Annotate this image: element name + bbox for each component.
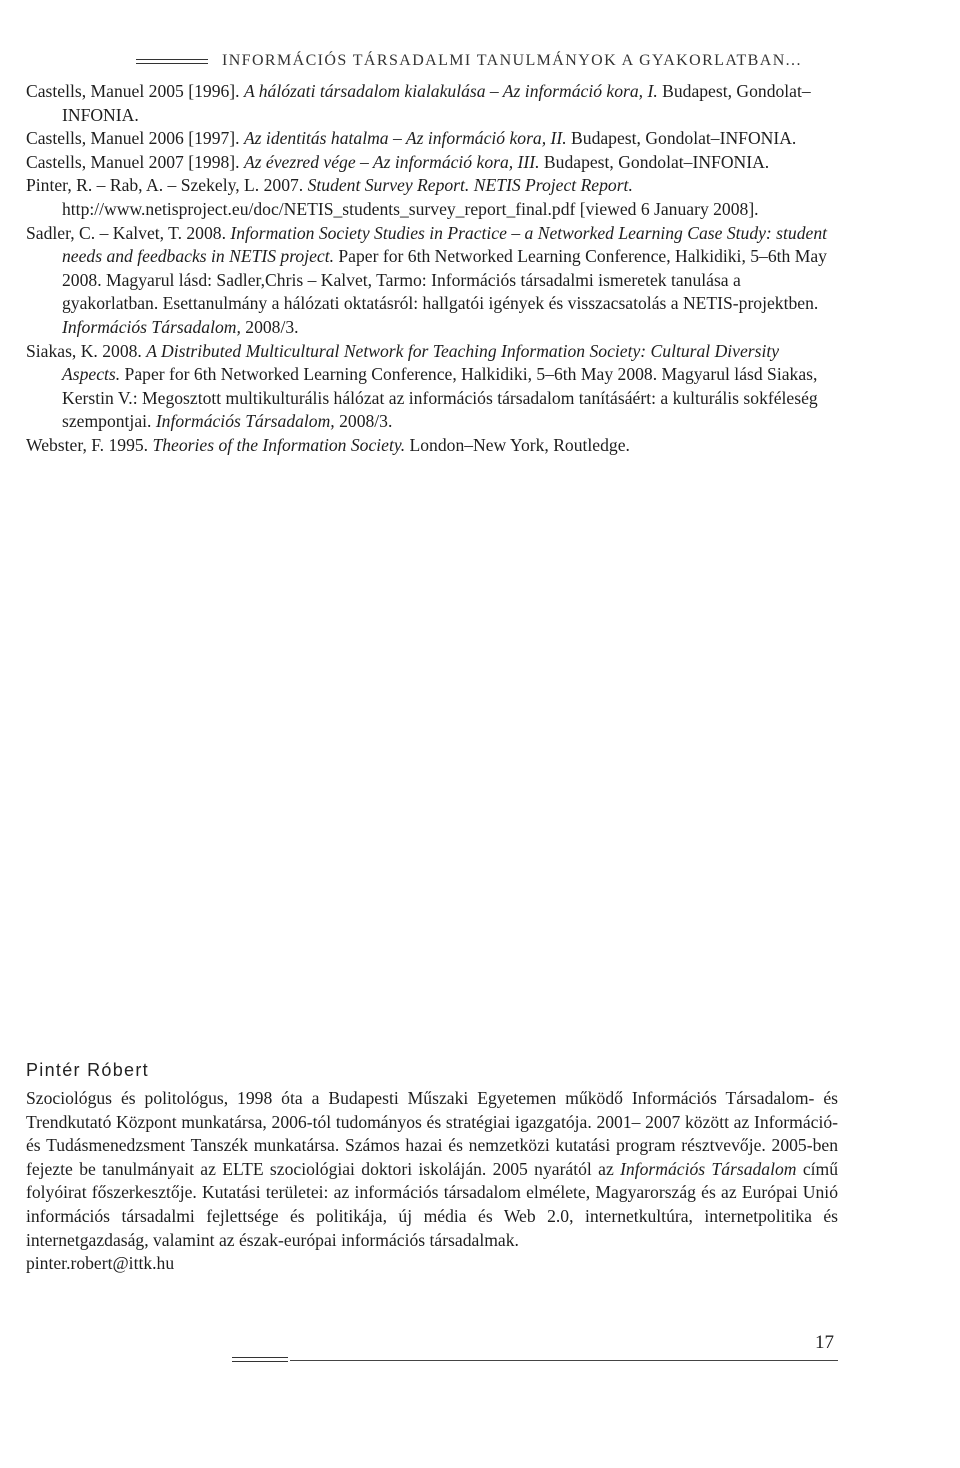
running-header (136, 52, 802, 70)
page-number: 17 (815, 1332, 834, 1353)
reference-entry: Webster, F. 1995. Theories of the Information Society. London–New York, Routledge. (26, 434, 630, 455)
reference-entry: Pinter, R. – Rab, A. – Szekely, L. 2007. Student Survey Report. NETIS Project Report. http://www.netisproject.eu/doc/NETIS_students_survey_report_final.pdf [viewed 6 January 2008]. (26, 175, 759, 219)
footer-line (290, 1360, 838, 1361)
reference-entry: Castells, Manuel 2005 [1996]. A hálózati társadalom kialakulása – Az információ kora, I. Budapest, Gondolat–INFONIA. (26, 81, 811, 125)
author-bio-block (26, 1060, 838, 1276)
author-email: pinter.robert@ittk.hu (26, 1253, 175, 1274)
reference-entry: Castells, Manuel 2007 [1998]. Az évezred vége – Az információ kora, III. Budapest, Gondolat–INFONIA. (26, 151, 770, 172)
running-header-title: INFORMÁCIÓS TÁRSADALMI TANULMÁNYOK A GYAKORLATBAN... (222, 52, 802, 69)
footer-rule-ornament (232, 1357, 288, 1362)
reference-entry: Castells, Manuel 2006 [1997]. Az identitás hatalma – Az információ kora, II. Budapest, Gondolat–INFONIA. (26, 128, 797, 149)
reference-list (26, 80, 838, 458)
author-name: Pintér Róbert (26, 1060, 149, 1080)
reference-entry: Siakas, K. 2008. A Distributed Multicultural Network for Teaching Information Society: Cultural Diversity Aspects. Paper for 6th Networked Learning Conference, Halkidiki, 5–6th May 2008. Magyarul lásd Siakas, Kerstin V.: Megosztott multikulturális hálózat az információs társadalom tanításáért: a kulturális sokféleség szempontjai. Információs Társadalom, 2008/3. (26, 340, 818, 432)
author-bio: Szociológus és politológus, 1998 óta a Budapesti Műszaki Egyetemen működő Információs Társadalom- és Trendkutató Központ munkatársa, 2006-tól tudományos és stratégiai igazgatója. 2001– 2007 között az Információ- és Tudásmenedzsment Tanszék munkatársa. Számos hazai és nemzetközi kutatási program résztvevője. 2005-ben fejezte be tanulmányait az ELTE szociológiai doktori iskoláján. 2005 nyarától az Információs Társadalom című folyóirat főszerkesztője. Kutatási területei: az információs társadalom elmélete, Magyarország és az Európai Unió információs társadalmi fejlettsége és politikája, új média és Web 2.0, internetkultúra, internetpolitika és internetgazdaság, valamint az észak-európai információs társadalmak. (26, 1088, 839, 1250)
header-rule-ornament (136, 59, 208, 64)
reference-entry: Sadler, C. – Kalvet, T. 2008. Information Society Studies in Practice – a Networked Learning Case Study: student needs and feedbacks in NETIS project. Paper for 6th Networked Learning Conference, Halkidiki, 5–6th May 2008. Magyarul lásd: Sadler,Chris – Kalvet, Tarmo: Információs társadalmi ismeretek tanulása a gyakorlatban. Esettanulmány a hálózati oktatásról: hallgatói igények és visszacsatolás a NETIS-projektben. Információs Társadalom, 2008/3. (26, 222, 828, 337)
